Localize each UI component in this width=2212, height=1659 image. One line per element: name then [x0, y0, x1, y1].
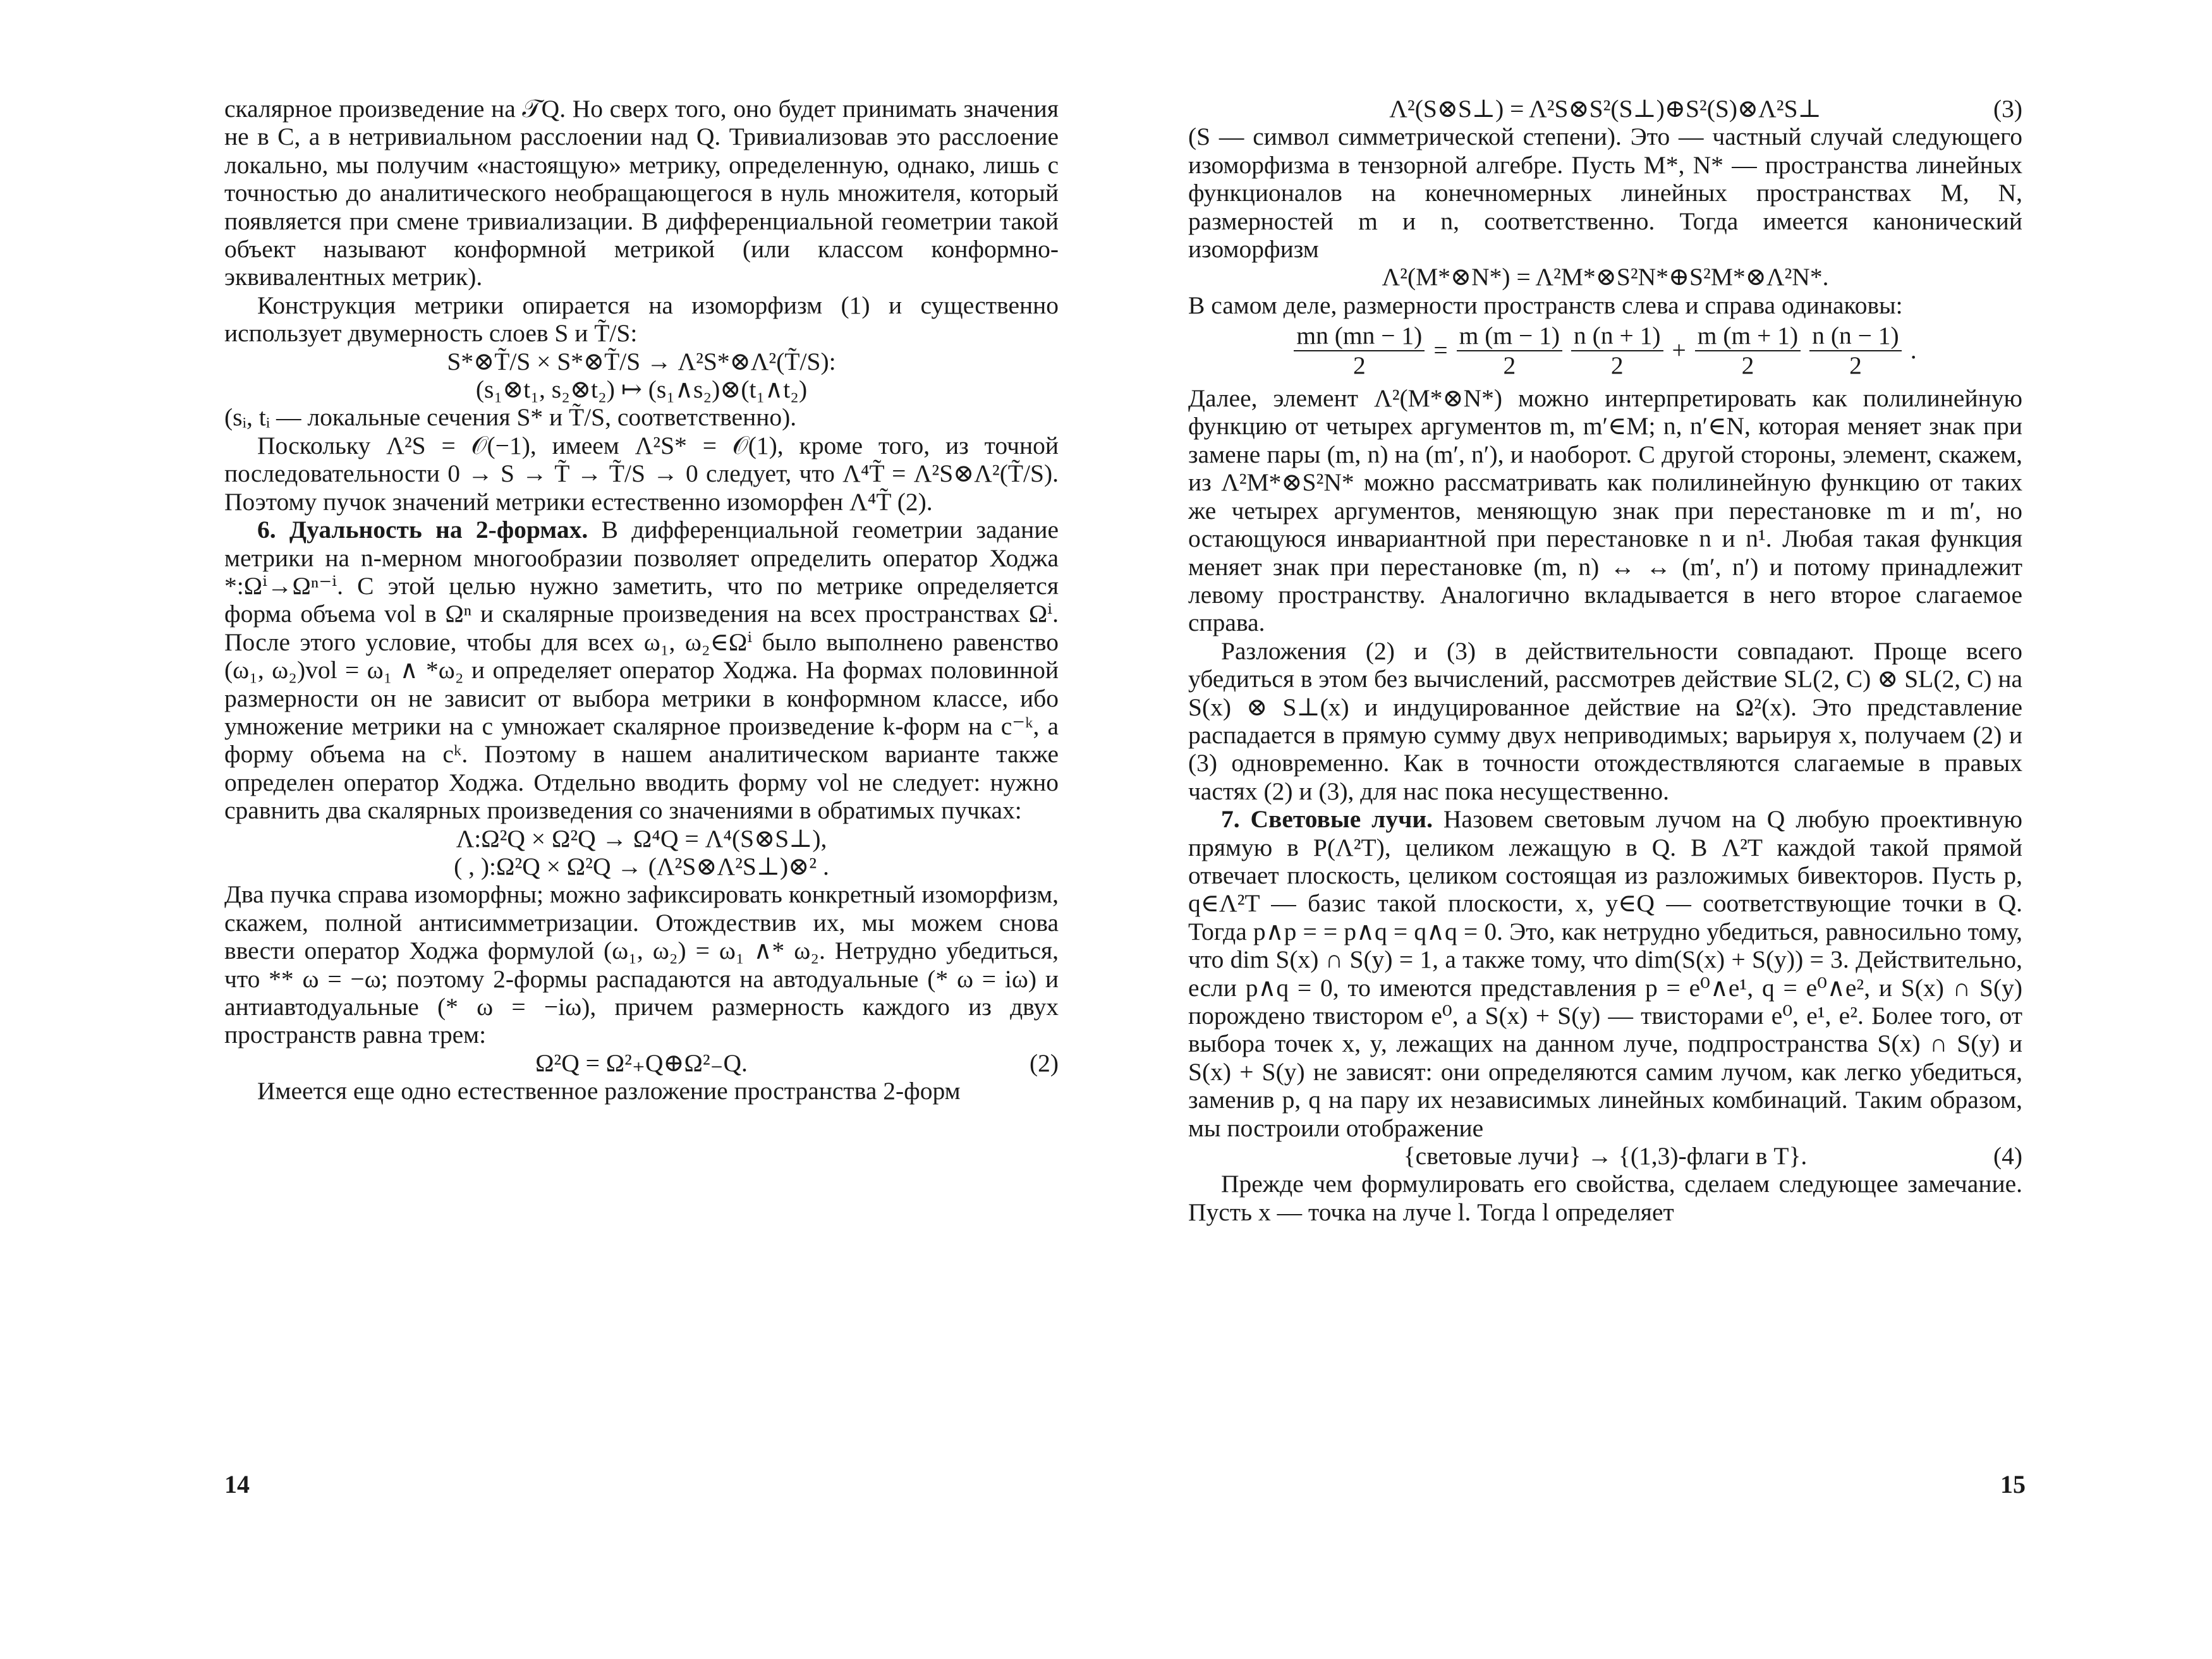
fraction-formula	[1188, 322, 2022, 379]
equation-number: (4)	[1993, 1142, 2022, 1170]
section-paragraph	[1188, 805, 2022, 1142]
numerator: n (n − 1)	[1809, 322, 1901, 351]
fraction	[1809, 322, 1901, 379]
section-heading: 7. Световые лучи.	[1221, 805, 1433, 834]
formula: ( , ):Ω²Q × Ω²Q → (Λ²S⊗Λ²S⊥)⊗² .	[454, 852, 829, 880]
equals-sign: =	[1433, 336, 1448, 365]
plus-sign: +	[1672, 336, 1686, 365]
paragraph: Разложения (2) и (3) в действительности совпадают. Проще всего убедиться в этом без вычислений, рассмотрев действие SL(2, C) ⊗ SL(2, C) на S(x) ⊗ S⊥(x) и индуцированное действие на Ω²(x). Это представление распадается в прямую сумму двух неприводимых; варьируя x, получаем (2) и (3) одновременно. Как в точности отождествляются слагаемые в правых частях (2) и (3), для нас пока несущественно.	[1188, 636, 2022, 805]
right-page	[1188, 95, 2022, 1226]
numerator: n (n + 1)	[1571, 322, 1663, 351]
numbered-formula	[1188, 1142, 2022, 1170]
denominator: 2	[1610, 351, 1624, 379]
numerator: mn (mn − 1)	[1294, 322, 1425, 351]
paragraph: Поскольку Λ²S = 𝒪(−1), имеем Λ²S* = 𝒪(1), кроме того, из точной последовательности 0 → S → T̃ → T̃/S → 0 следует, что Λ⁴T̃ = Λ²S⊗Λ²(T̃/S). Поэтому пучок значений метрики естественно изоморфен Λ⁴T̃ (2).	[224, 431, 1059, 516]
denominator: 2	[1741, 351, 1754, 379]
equation-number: (3)	[1993, 95, 2022, 123]
paragraph-text: В дифференциальной геометрии задание метрики на n-мерном многообразии позволяет определить оператор Ходжа *:Ωⁱ→Ωⁿ⁻ⁱ. С этой целью нужно заметить, что по метрике определяется форма объема vol в Ωⁿ и скалярные произведения на всех пространствах Ωⁱ. После этого условие, чтобы для всех ω₁, ω₂∈Ωⁱ было выполнено равенство (ω₁, ω₂)vol = ω₁ ∧ *ω₂ и определяет оператор Ходжа. На формах половинной размерности он не зависит от выбора метрики в конформном классе, ибо умножение метрики на c умножает скалярное произведение k-форм на c⁻ᵏ, а форму объема на cᵏ. Поэтому в нашем аналитическом варианте также определен оператор Ходжа. Отдельно вводить форму vol не следует: нужно сравнить два скалярных произведения со значениями в обратимых пучках:	[224, 516, 1059, 825]
numbered-formula	[1188, 95, 2022, 123]
left-page	[224, 95, 1059, 1105]
denominator: 2	[1353, 351, 1366, 379]
formula: S*⊗T̃/S × S*⊗T̃/S → Λ²S*⊗Λ²(T̃/S):	[447, 347, 836, 375]
equation-number: (2)	[1029, 1048, 1059, 1077]
formula: Λ²(M*⊗N*) = Λ²M*⊗S²N*⊕S²M*⊗Λ²N*.	[1382, 263, 1829, 291]
fraction	[1695, 322, 1801, 379]
period: .	[1910, 336, 1917, 365]
paragraph: В самом деле, размерности пространств слева и справа одинаковы:	[1188, 291, 1903, 319]
paragraph: Конструкция метрики опирается на изоморфизм (1) и существенно использует двумерность слоев S и T̃/S:	[224, 291, 1059, 348]
formula: (s₁⊗t₁, s₂⊗t₂) ↦ (s₁∧s₂)⊗(t₁∧t₂)	[475, 375, 808, 404]
formula: Λ:Ω²Q × Ω²Q → Ω⁴Q = Λ⁴(S⊗S⊥),	[456, 824, 827, 853]
section-paragraph	[224, 516, 1059, 824]
numbered-formula	[224, 1049, 1059, 1077]
fraction	[1294, 322, 1425, 379]
section-heading: 6. Дуальность на 2-формах.	[257, 516, 588, 544]
fraction	[1571, 322, 1663, 379]
formula: {световые лучи} → {(1,3)-флаги в T}.	[1403, 1142, 1808, 1170]
paragraph: (S — символ симметрической степени). Это — частный случай следующего изоморфизма в тензорной алгебре. Пусть M*, N* — пространства линейных функционалов на конечномерных линейных пространствах M, N, размерностей m и n, соответственно. Тогда имеется канонический изоморфизм	[1188, 123, 2022, 264]
denominator: 2	[1849, 351, 1862, 379]
formula: Ω²Q = Ω²₊Q⊕Ω²₋Q.	[535, 1048, 748, 1077]
page-number: 14	[224, 1470, 250, 1498]
paragraph: Прежде чем формулировать его свойства, сделаем следующее замечание. Пусть x — точка на луче l. Тогда l определяет	[1188, 1170, 2022, 1226]
page-number: 15	[2000, 1470, 2026, 1498]
paragraph: (sᵢ, tᵢ — локальные сечения S* и T̃/S, соответственно).	[224, 403, 797, 432]
numerator: m (m + 1)	[1695, 322, 1801, 351]
denominator: 2	[1503, 351, 1516, 379]
formula: Λ²(S⊗S⊥) = Λ²S⊗S²(S⊥)⊕S²(S)⊗Λ²S⊥	[1389, 95, 1821, 123]
paragraph: Далее, элемент Λ²(M*⊗N*) можно интерпретировать как полилинейную функцию от четырех аргументов m, m′∈M; n, n′∈N, которая меняет знак при замене пары (m, n) на (m′, n′), и наоборот. С другой стороны, элемент, скажем, из Λ²M*⊗S²N* можно рассматривать как полилинейную функцию от таких же четырех аргументов, меняющую знак при перестановке m и m′, но остающуюся инвариантной при перестановке n и n¹. Любая такая функция меняет знак при перестановке (m, n) ↔ ↔ (m′, n′) и потому принадлежит левому пространству. Аналогично вкладывается в него второе слагаемое справа.	[1188, 384, 2022, 637]
paragraph: скалярное произведение на 𝒯Q. Но сверх того, оно будет принимать значения не в C, а в нетривиальном расслоении над Q. Тривиализовав это расслоение локально, мы получим «настоящую» метрику, определенную, однако, лишь с точностью до аналитического необращающегося в нуль множителя, который появляется при смене тривиализации. В дифференциальной геометрии такой объект называют конформной метрикой (или классом конформно-эквивалентных метрик).	[224, 95, 1059, 291]
paragraph: Имеется еще одно естественное разложение пространства 2-форм	[257, 1077, 961, 1105]
paragraph: Два пучка справа изоморфны; можно зафиксировать конкретный изоморфизм, скажем, полной антисимметризации. Отождествив их, мы можем снова ввести оператор Ходжа формулой (ω₁, ω₂) = ω₁ ∧* ω₂. Нетрудно убедиться, что ** ω = −ω; поэтому 2-формы распадаются на автодуальные (* ω = iω) и антиавтодуальные (* ω = −iω), причем размерность каждого из двух пространств равна трем:	[224, 880, 1059, 1049]
paragraph-text: Назовем световым лучом на Q любую проективную прямую в P(Λ²T), целиком лежащую в Q. В Λ²T каждой такой прямой отвечает плоскость, целиком состоящая из разложимых бивекторов. Пусть p, q∈Λ²T — базис такой плоскости, x, y∈Q — соответствующие точки в Q. Тогда p∧p = = p∧q = q∧q = 0. Это, как нетрудно убедиться, равносильно тому, что dim S(x) ∩ S(y) = 1, а также тому, что dim(S(x) + S(y)) = 3. Действительно, если p∧q = 0, то имеются представления p = e⁰∧e¹, q = e⁰∧e², и S(x) ∩ S(y) порождено твистором e⁰, а S(x) + S(y) — твисторами e⁰, e¹, e². Более того, от выбора точек x, y, лежащих на данном луче, подпространства S(x) ∩ S(y) и S(x) + S(y) не зависят: они определяются самим лучом, как легко убедиться, заменив p, q на пару их независимых линейных комбинаций. Таким образом, мы построили отображение	[1188, 805, 2022, 1142]
fraction	[1457, 322, 1562, 379]
numerator: m (m − 1)	[1457, 322, 1562, 351]
